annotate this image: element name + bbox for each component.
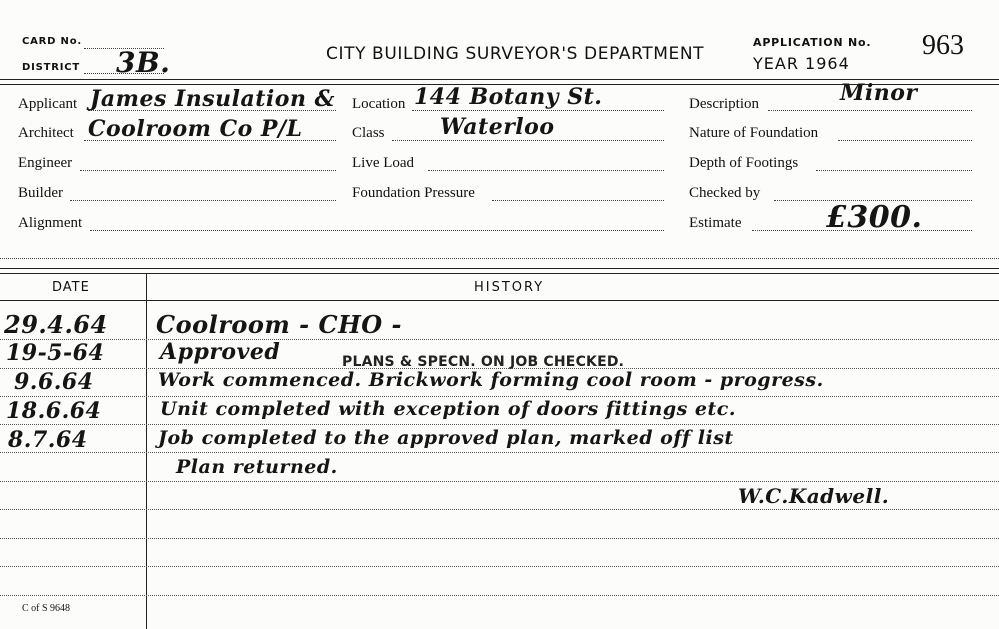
- date-header: DATE: [52, 280, 90, 295]
- checked-by-label: Checked by: [689, 185, 761, 201]
- foundation-pressure-label: Foundation Pressure: [352, 185, 475, 201]
- entry-text: Job completed to the approved plan, marked off list: [158, 427, 734, 449]
- entry-text: Plan returned.: [176, 456, 338, 478]
- row-line: [0, 339, 999, 340]
- alignment-dotline: [90, 230, 664, 231]
- entry-text: Unit completed with exception of doors fittings etc.: [160, 398, 736, 420]
- section-dotline: [0, 258, 999, 259]
- builder-dotline: [70, 200, 336, 201]
- row-line: [0, 481, 999, 482]
- description-dotline: [768, 110, 972, 111]
- description-value: Minor: [840, 80, 918, 106]
- history-header: HISTORY: [474, 280, 545, 295]
- year-label: YEAR 1964: [753, 54, 850, 73]
- row-line: [0, 595, 999, 596]
- row-line: [0, 538, 999, 539]
- description-label: Description: [689, 96, 759, 112]
- builder-label: Builder: [18, 185, 63, 201]
- applicant-label: Applicant: [18, 96, 78, 112]
- department-title: CITY BUILDING SURVEYOR'S DEPARTMENT: [326, 44, 705, 64]
- row-line: [0, 396, 999, 397]
- history-rule-1: [0, 268, 999, 269]
- row-line: [0, 452, 999, 453]
- entry-date: 19-5-64: [6, 340, 105, 366]
- form-code: C of S 9648: [22, 603, 71, 614]
- architect-label: Architect: [18, 125, 74, 141]
- location-dotline: [412, 110, 664, 111]
- entry-date: 29.4.64: [4, 310, 108, 339]
- district-label: DISTRICT: [22, 62, 81, 73]
- alignment-label: Alignment: [18, 215, 83, 231]
- application-label: APPLICATION No.: [753, 36, 872, 49]
- live-load-label: Live Load: [352, 155, 415, 171]
- application-number: 963: [922, 30, 964, 61]
- nature-dotline: [838, 140, 972, 141]
- row-line: [0, 509, 999, 510]
- district-value: 3B.: [116, 46, 171, 79]
- class-dotline: [392, 140, 664, 141]
- entry-text: Coolroom - CHO -: [156, 310, 402, 339]
- nature-of-foundation-label: Nature of Foundation: [689, 125, 819, 141]
- applicant-value: James Insulation &: [90, 86, 335, 112]
- depth-of-footings-label: Depth of Footings: [689, 155, 799, 171]
- depth-dotline: [816, 170, 972, 171]
- live-load-dotline: [428, 170, 664, 171]
- plans-checked-stamp: PLANS & SPECN. ON JOB CHECKED.: [342, 354, 625, 370]
- row-line: [0, 566, 999, 567]
- history-rule-2: [0, 273, 999, 274]
- entry-date: 18.6.64: [6, 398, 102, 424]
- card-no-label: CARD No.: [22, 36, 82, 47]
- engineer-dotline: [80, 170, 336, 171]
- estimate-value: £300.: [826, 200, 923, 235]
- foundation-pressure-dotline: [492, 200, 664, 201]
- history-header-rule: [0, 300, 999, 301]
- class-label: Class: [352, 125, 385, 141]
- location-label: Location: [352, 96, 406, 112]
- engineer-label: Engineer: [18, 155, 73, 171]
- signature: W.C.Kadwell.: [738, 484, 890, 508]
- entry-date: 8.7.64: [8, 427, 88, 453]
- entry-text: Approved: [160, 339, 281, 365]
- architect-value: Coolroom Co P/L: [88, 116, 303, 142]
- entry-date: 9.6.64: [14, 369, 94, 395]
- class-value: Waterloo: [440, 114, 555, 140]
- entry-text: Work commenced. Brickwork forming cool room - progress.: [158, 369, 824, 391]
- location-value: 144 Botany St.: [414, 84, 603, 110]
- estimate-label: Estimate: [689, 215, 742, 231]
- row-line: [0, 424, 999, 425]
